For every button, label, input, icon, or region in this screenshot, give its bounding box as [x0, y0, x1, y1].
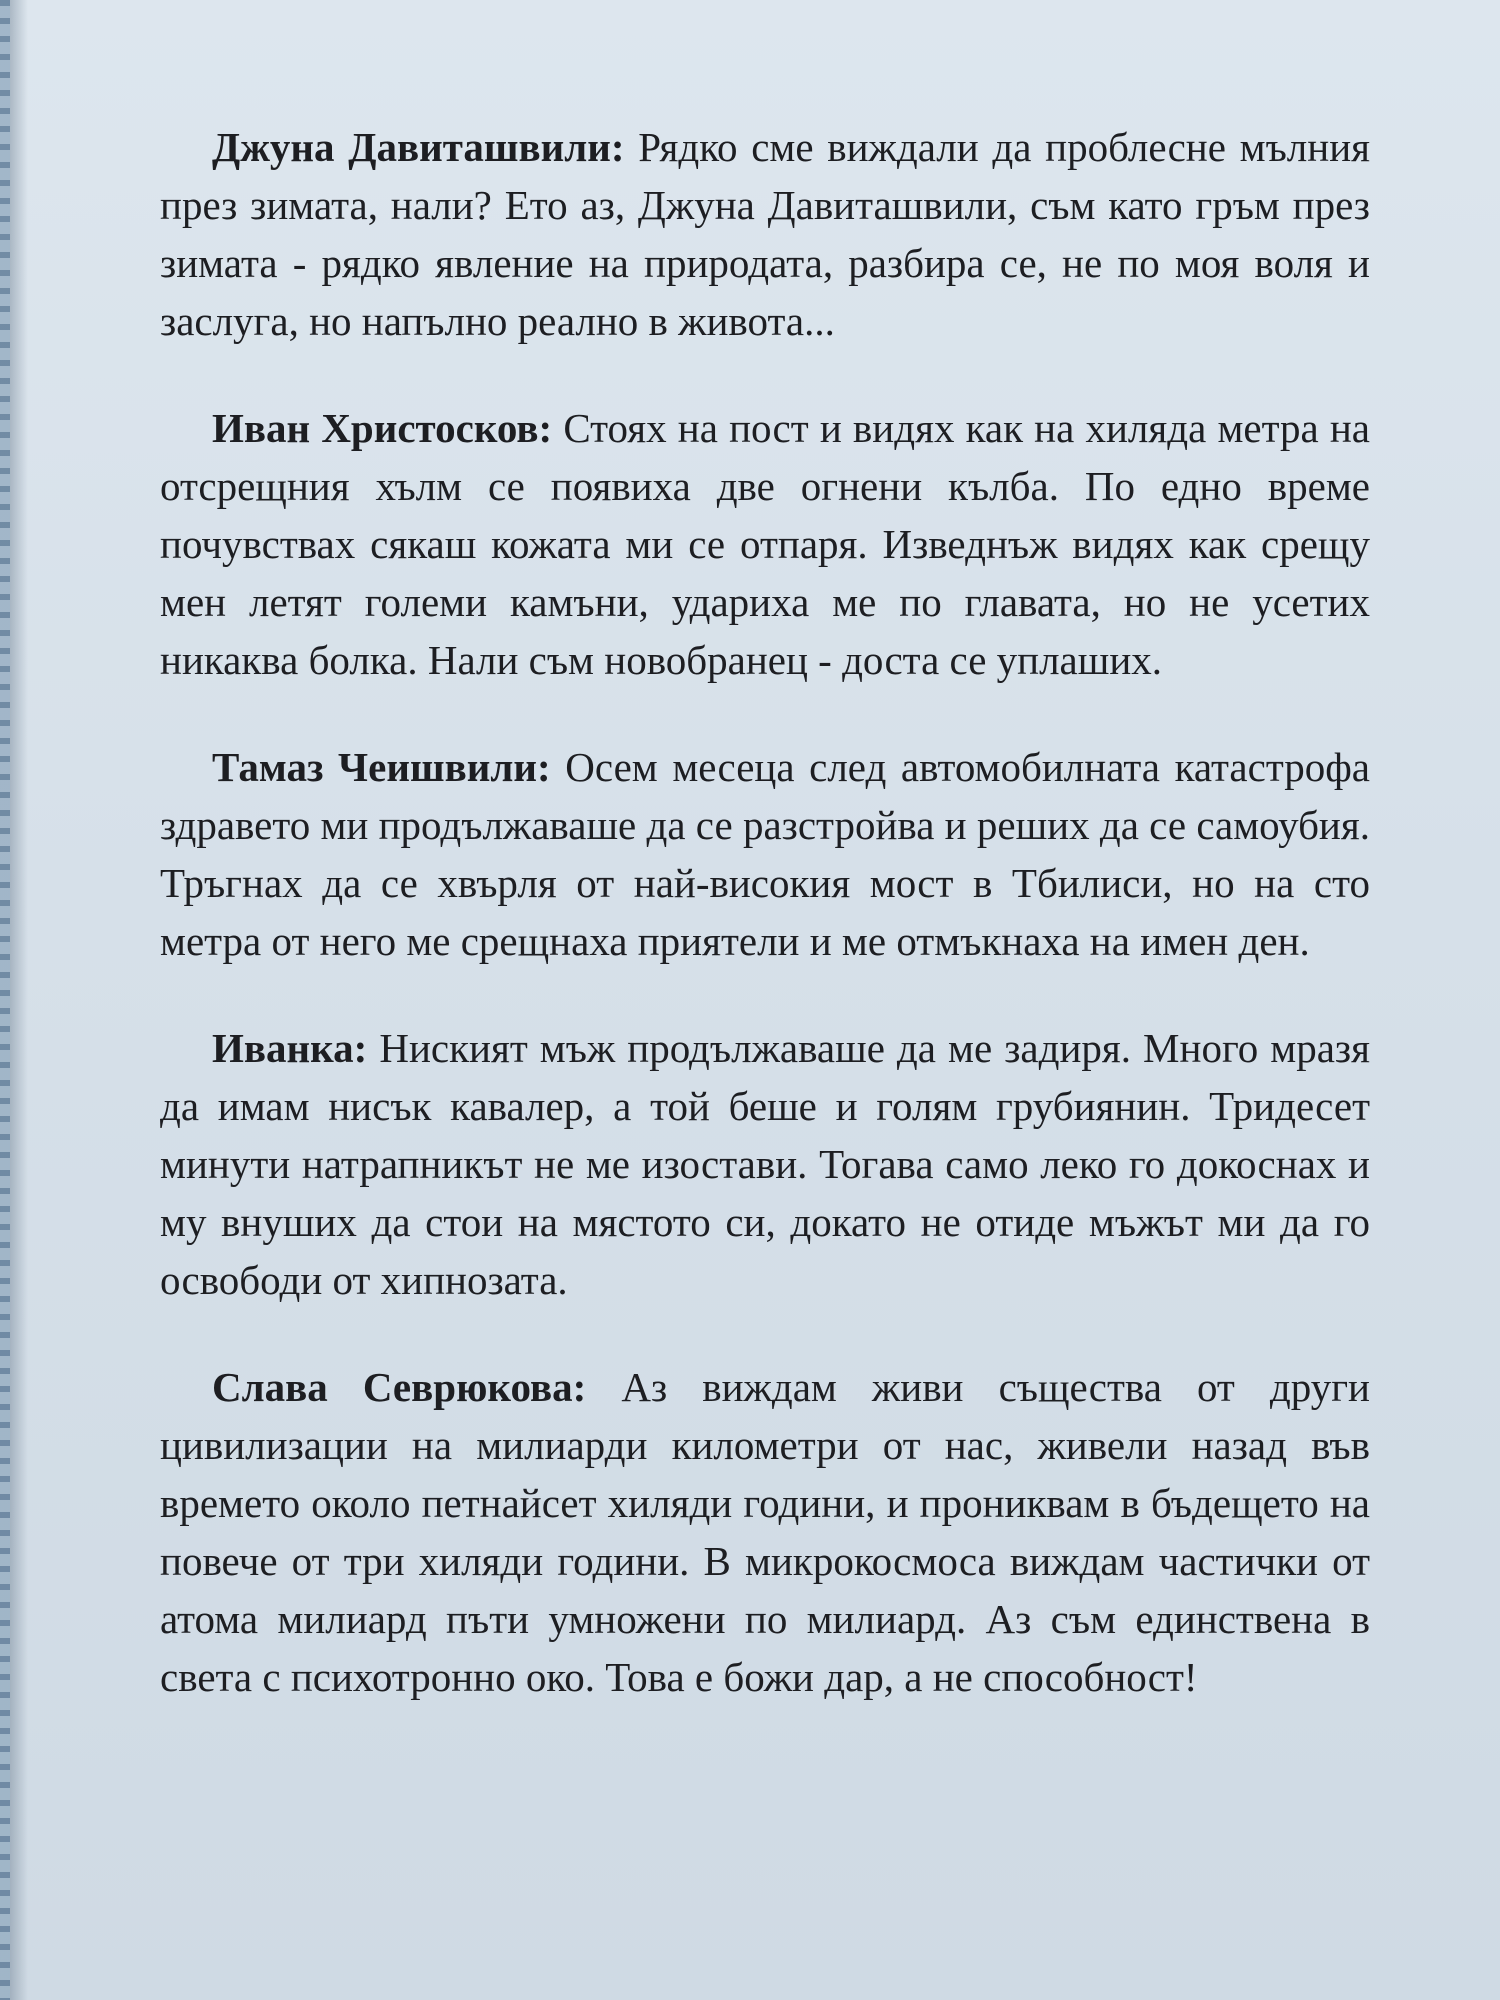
speaker-name: Тамаз Чеишвили: [212, 744, 551, 790]
speaker-name: Слава Севрюкова: [212, 1364, 587, 1410]
entry-paragraph [160, 118, 1370, 350]
quote-text: Рядко сме виждали да проблесне мълния през зимата, нали? Ето аз, Джуна Давиташвили, съм като гръм през зимата - рядко явление на природата, разбира се, не по моя воля и заслуга, но напълно реално в живота... [160, 124, 1370, 344]
speaker-name: Иванка: [212, 1025, 368, 1071]
entry-paragraph [160, 1019, 1370, 1309]
entry-paragraph [160, 1358, 1370, 1706]
entry-paragraph [160, 738, 1370, 970]
quote-text: Ниският мъж продължаваше да ме задиря. Много мразя да имам нисък кавалер, а той беше и голям грубиянин. Тридесет минути натрапникът не ме изостави. Тогава само леко го докоснах и му внуших да стои на мястото си, докато не отиде мъжът ми да го освободи от хипнозата. [160, 1025, 1370, 1303]
page-gutter-shadow [10, 0, 28, 2000]
text-column [160, 118, 1370, 1755]
page-binding-edge [0, 0, 10, 2000]
entry-paragraph [160, 399, 1370, 689]
speaker-name: Джуна Давиташвили: [212, 124, 625, 170]
quote-text: Стоях на пост и видях как на хиляда метра на отсрещния хълм се появиха две огнени кълба. По едно време почувствах сякаш кожата ми се отпаря. Изведнъж видях как срещу мен летят големи камъни, удариха ме по главата, но не усетих никаква болка. Нали съм новобранец - доста се уплаших. [160, 405, 1371, 683]
quote-text: Аз виждам живи същества от други цивилизации на милиарди километри от нас, живели назад във времето около петнайсет хиляди години, и прониквам в бъдещето на повече от три хиляди години. В микрокосмоса виждам частички от атома милиард пъти умножени по милиард. Аз съм единствена в света с психотронно око. Това е божи дар, а не способност! [160, 1364, 1370, 1700]
quote-text: Осем месеца след автомобилната катастрофа здравето ми продължаваше да се разстройва и реших да се самоубия. Тръгнах да се хвърля от най-високия мост в Тбилиси, но на сто метра от него ме срещнаха приятели и ме отмъкнаха на имен ден. [160, 744, 1371, 964]
speaker-name: Иван Христосков: [212, 405, 553, 451]
